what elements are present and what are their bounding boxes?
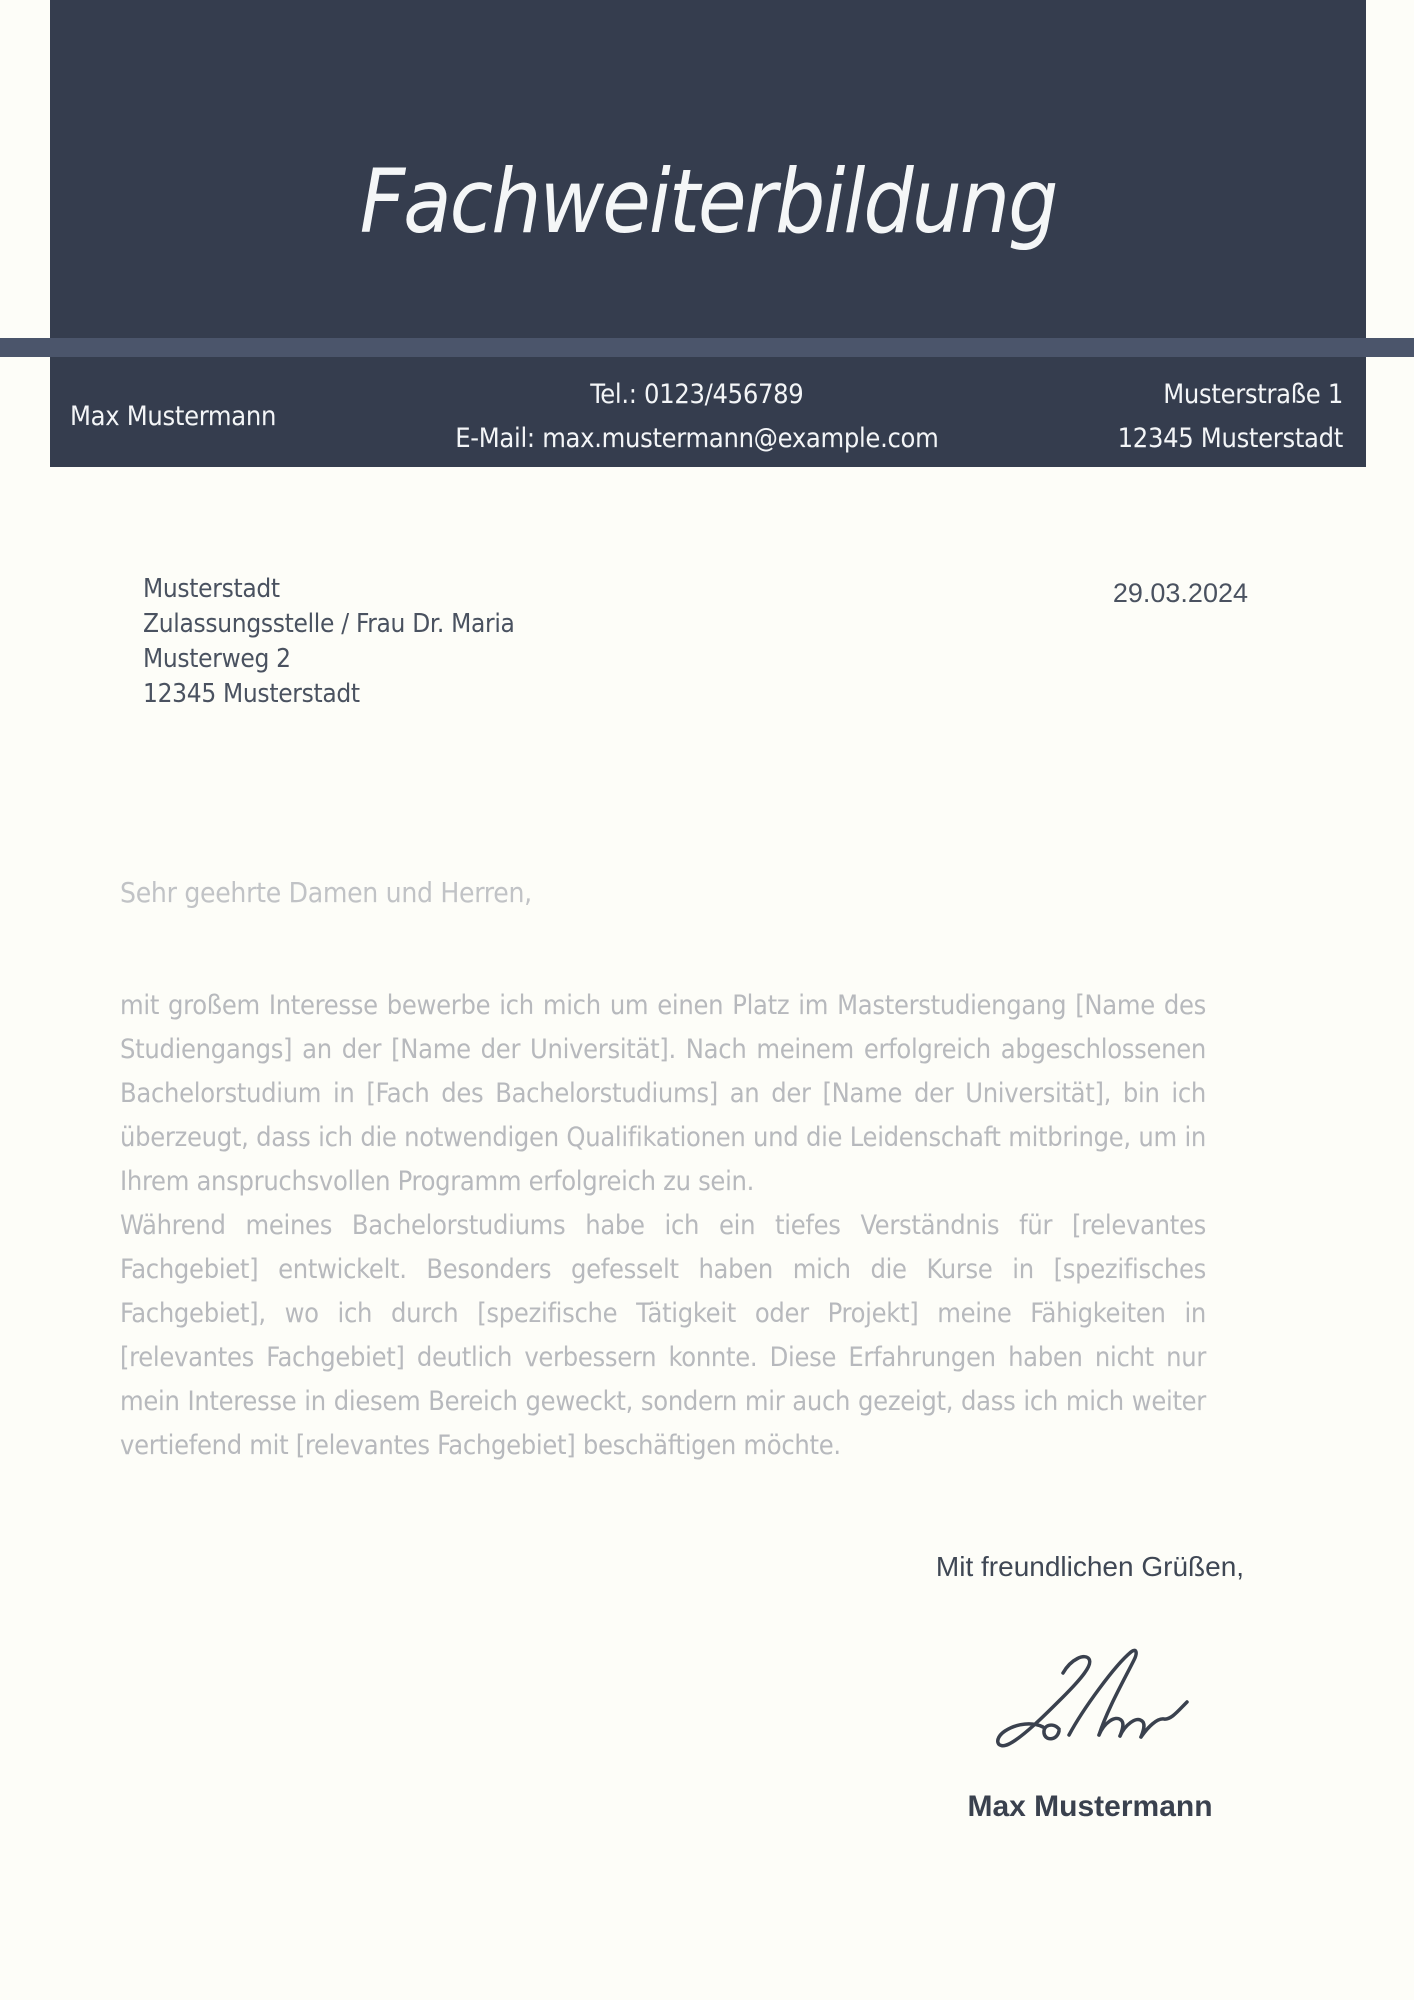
body-paragraph-1: mit großem Interesse bewerbe ich mich um einen Platz im Masterstudiengang [Name des Studiengangs] an der [Name der Universität]. Nach meinem erfolgreich abgeschlossenen Bachelorstudium in [Fach des Bachelorstudiums] an der [Name der Universität], bin ich überzeugt, dass ich die notwendigen Qualifikationen und die Leidenschaft mitbringe, um in Ihrem anspruchsvollen Programm erfolgreich zu sein. <box>120 990 1206 1197</box>
sender-phone: Tel.: 0123/456789 <box>590 379 804 410</box>
closing: Mit freundlichen Grüßen, <box>935 1551 1245 1582</box>
greeting: Sehr geehrte Damen und Herren, <box>120 876 532 909</box>
signature-stroke <box>998 1650 1187 1745</box>
sender-city: 12345 Musterstadt <box>1117 423 1343 454</box>
recipient-line-city: 12345 Musterstadt <box>143 679 360 709</box>
sender-address-block <box>1118 373 1343 461</box>
letter-date: 29.03.2024 <box>1112 578 1248 608</box>
contact-bar <box>70 367 1343 467</box>
signature-image <box>985 1645 1195 1755</box>
recipient-line-street: Musterweg 2 <box>143 644 291 674</box>
recipient-address <box>143 572 515 712</box>
accent-bar <box>0 338 1414 357</box>
letter-body <box>120 984 1206 1468</box>
body-paragraph-2: Während meines Bachelorstudiums habe ich ein tiefes Verständnis für [relevantes Fachgebiet] entwickelt. Besonders gefesselt haben mich die Kurse in [spezifisches Fachgebiet], wo ich durch [spezifische Tätigkeit oder Projekt] meine Fähigkeiten in [relevantes Fachgebiet] deutlich verbessern konnte. Diese Erfahrungen haben nicht nur mein Interesse in diesem Bereich geweckt, sondern mir auch gezeigt, dass ich mich weiter vertiefend mit [relevantes Fachgebiet] beschäftigen möchte. <box>120 1210 1206 1461</box>
recipient-line-city-header: Musterstadt <box>143 574 280 604</box>
letterhead-title: Fachweiterbildung <box>359 150 1057 253</box>
sender-name: Max Mustermann <box>70 401 277 432</box>
sender-contact-block <box>455 373 938 461</box>
sender-email: E-Mail: max.mustermann@example.com <box>455 423 939 454</box>
recipient-line-department: Zulassungsstelle / Frau Dr. Maria <box>143 609 515 639</box>
signature-name: Max Mustermann <box>967 1790 1213 1823</box>
sender-street: Musterstraße 1 <box>1163 379 1343 410</box>
